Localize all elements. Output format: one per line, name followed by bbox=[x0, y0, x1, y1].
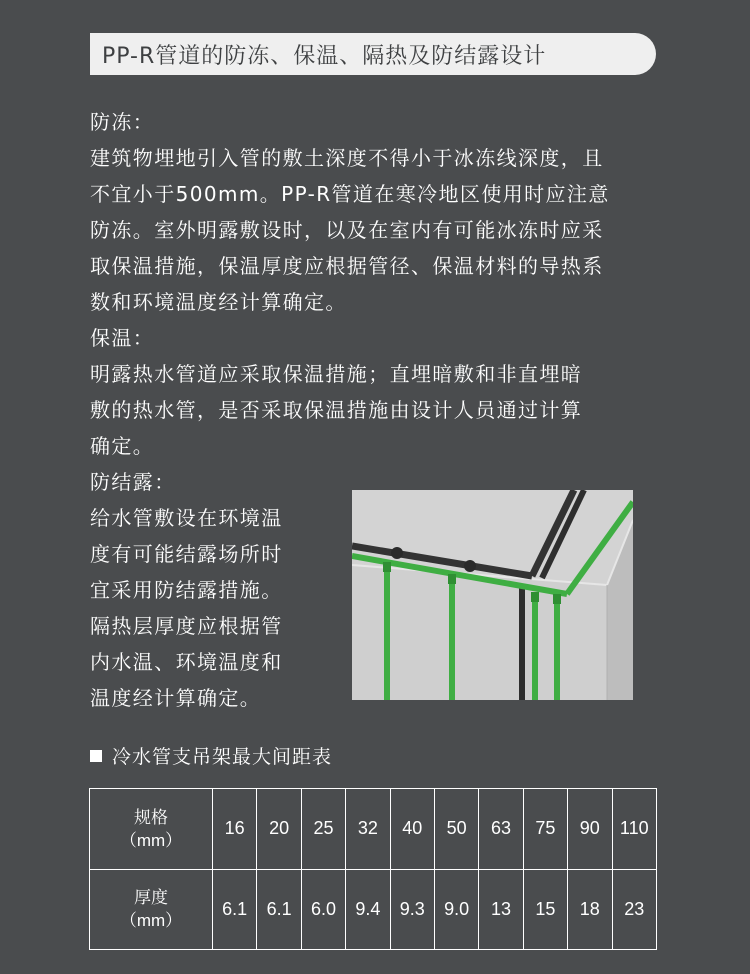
paragraph-line: 取保温措施，保温厚度应根据管径、保温材料的导热系 bbox=[90, 254, 604, 278]
table-cell: 75 bbox=[523, 789, 567, 870]
paragraph-line: 建筑物埋地引入管的敷土深度不得小于冰冻线深度，且 bbox=[90, 146, 604, 170]
paragraph-line: 防冻。室外明露敷设时，以及在室内有可能冰冻时应采 bbox=[90, 218, 604, 242]
table-cell: 13 bbox=[479, 869, 523, 950]
row-unit: （mm） bbox=[119, 911, 183, 931]
table-row bbox=[90, 869, 657, 950]
paragraph-line: 明露热水管道应采取保温措施；直埋暗敷和非直埋暗 bbox=[90, 362, 583, 386]
paragraph-line: 数和环境温度经计算确定。 bbox=[90, 290, 347, 314]
table-cell: 50 bbox=[434, 789, 478, 870]
paragraph-line: 不宜小于500mm。PP-R管道在寒冷地区使用时应注意 bbox=[90, 182, 610, 206]
table-cell: 23 bbox=[612, 869, 656, 950]
page-title-text: PP-R管道的防冻、保温、隔热及防结露设计 bbox=[102, 43, 547, 69]
table-row-header bbox=[90, 789, 213, 870]
square-bullet-icon bbox=[90, 750, 102, 762]
table-cell: 6.1 bbox=[257, 869, 301, 950]
table-cell: 9.3 bbox=[390, 869, 434, 950]
section-heading-antifreeze: 防冻： bbox=[90, 110, 155, 134]
paragraph-line: 宜采用防结露措施。 bbox=[90, 578, 283, 602]
paragraph-line: 隔热层厚度应根据管 bbox=[90, 614, 283, 638]
section-heading-insulation: 保温： bbox=[90, 326, 155, 350]
table-cell: 40 bbox=[390, 789, 434, 870]
table-row-header bbox=[90, 869, 213, 950]
table-cell: 9.4 bbox=[346, 869, 390, 950]
section-heading-condensation: 防结露： bbox=[90, 470, 176, 494]
paragraph-line: 给水管敷设在环境温 bbox=[90, 506, 283, 530]
table-cell: 15 bbox=[523, 869, 567, 950]
row-label: 厚度 bbox=[134, 888, 168, 908]
row-label: 规格 bbox=[134, 807, 168, 827]
table-cell: 6.0 bbox=[301, 869, 345, 950]
table-cell: 16 bbox=[213, 789, 257, 870]
table-cell: 110 bbox=[612, 789, 656, 870]
paragraph-line: 内水温、环境温度和 bbox=[90, 650, 283, 674]
table-cell: 63 bbox=[479, 789, 523, 870]
table-cell: 20 bbox=[257, 789, 301, 870]
paragraph-line: 温度经计算确定。 bbox=[90, 686, 262, 710]
paragraph-line: 敷的热水管，是否采取保温措施由设计人员通过计算 bbox=[90, 398, 583, 422]
table-cell: 90 bbox=[568, 789, 612, 870]
row-unit: （mm） bbox=[119, 830, 183, 850]
page-title bbox=[90, 33, 656, 75]
table-cell: 25 bbox=[301, 789, 345, 870]
table-cell: 9.0 bbox=[434, 869, 478, 950]
paragraph-line: 确定。 bbox=[90, 434, 155, 458]
paragraph-line: 度有可能结露场所时 bbox=[90, 542, 283, 566]
table-cell: 18 bbox=[568, 869, 612, 950]
spacing-table bbox=[89, 788, 657, 950]
pipe-installation-illustration bbox=[352, 490, 633, 700]
table-cell: 6.1 bbox=[213, 869, 257, 950]
table-title bbox=[90, 742, 332, 769]
table-title-text: 冷水管支吊架最大间距表 bbox=[112, 746, 333, 768]
table-row bbox=[90, 789, 657, 870]
table-cell: 32 bbox=[346, 789, 390, 870]
